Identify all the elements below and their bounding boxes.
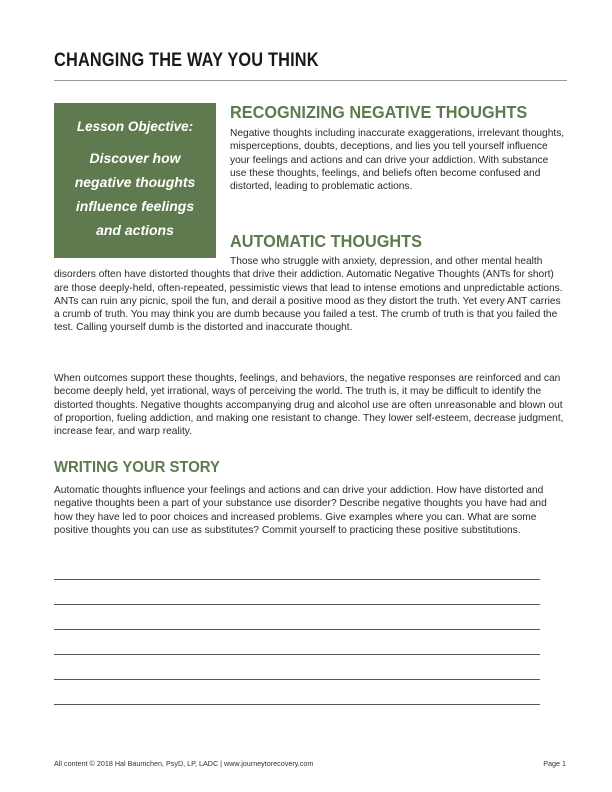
title-divider <box>54 80 567 81</box>
footer-page-number: Page 1 <box>543 759 566 768</box>
lesson-objective-label: Lesson Objective: <box>76 119 194 134</box>
writing-line <box>54 654 540 655</box>
paragraph-recognizing-negative-thoughts: Negative thoughts including inaccurate exaggerations, irrelevant thoughts, misperceptions, doubts, deceptions, and lies you tell yourself influence your feelings and actions and can drive your addiction. With substance use these thoughts, feelings, and beliefs often become confused and distorted, leading to problematic actions. <box>230 128 565 193</box>
writing-line <box>54 579 540 580</box>
page-title: CHANGING THE WAY YOU THINK <box>54 50 319 71</box>
writing-line <box>54 629 540 630</box>
lesson-objective-text: Discover how negative thoughts influence feelings and actions <box>74 150 196 238</box>
heading-recognizing-negative-thoughts: RECOGNIZING NEGATIVE THOUGHTS <box>230 102 528 122</box>
heading-automatic-thoughts: AUTOMATIC THOUGHTS <box>230 231 422 251</box>
paragraph-writing-your-story: Automatic thoughts influence your feelings and actions and can drive your addiction. How have distorted and negative thoughts been a part of your substance use disorder? Describe negative thoughts you have had and how they have led to poor choices and increased problems. Give examples where you can. What are some positive thoughts you can use as substitutes? Commit yourself to practicing these positive substitutions. <box>54 485 547 536</box>
paragraph-outcomes: When outcomes support these thoughts, feelings, and behaviors, the negative responses are reinforced and can become deeply held, yet irrational, ways of perceiving the world. The truth is, it may be difficult to identify the distorted thoughts. Negative thoughts accompanying drug and alcohol use are often unreasonable and blown out of proportion, fueling addiction, and making one resistant to change. They lower self-esteem, decrease judgment, increase fear, and warp reality. <box>54 373 564 438</box>
writing-line <box>54 604 540 605</box>
lesson-objective-box <box>54 103 216 258</box>
writing-line <box>54 679 540 680</box>
heading-writing-your-story: WRITING YOUR STORY <box>54 459 220 476</box>
paragraph-automatic-thoughts: Those who struggle with anxiety, depression, and other mental health disorders often have distorted thoughts that drive their addiction. Automatic Negative Thoughts (ANTs for short) are those deeply-held, often-repeated, pessimistic views that lead to intense emotions and unpredictable actions. ANTs can ruin any picnic, spoil the fun, and derail a positive mood as they distort the truth. Yet every ANT carries a crumb of truth. You may think you are dumb because you failed a test. The crumb of truth is that you failed the test. Calling yourself dumb is the distorted and inaccurate thought. <box>54 256 563 334</box>
writing-line <box>54 704 540 705</box>
writing-lines <box>54 579 540 729</box>
footer-credit: All content © 2018 Hal Baumchen, PsyD, LP, LADC | www.journeytorecovery.com <box>54 759 314 768</box>
